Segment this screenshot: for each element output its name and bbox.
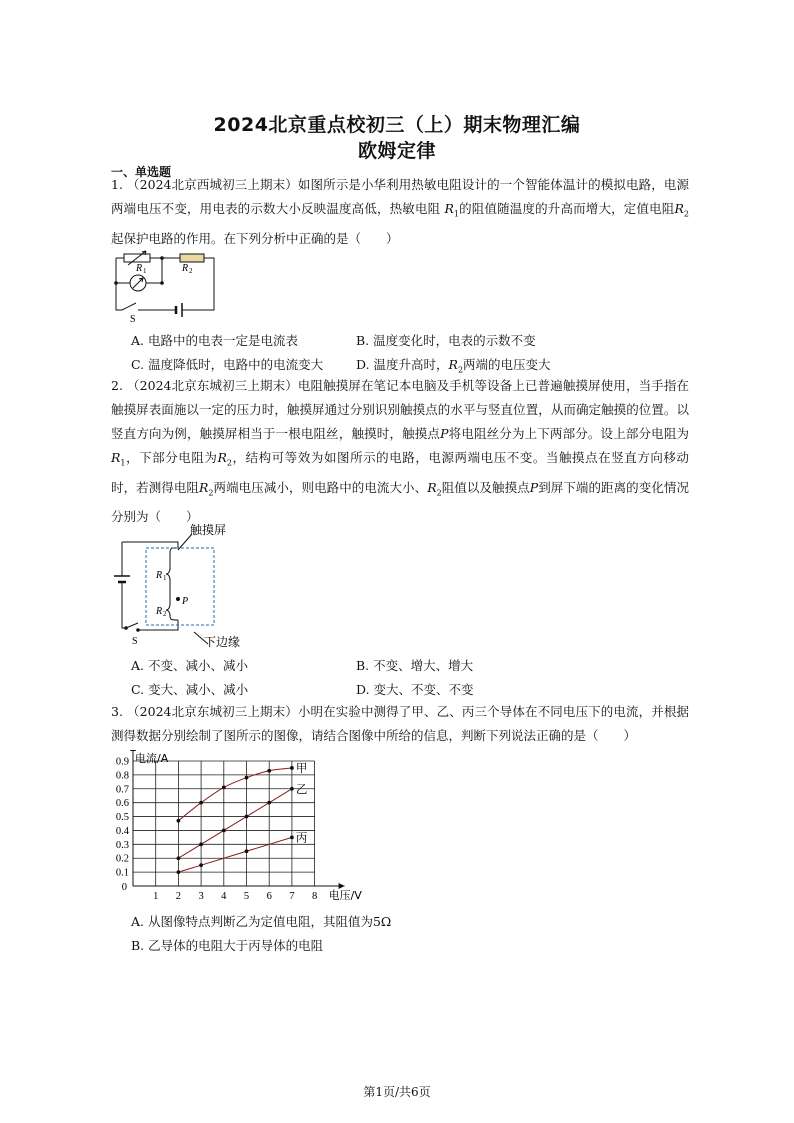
page-title: 2024北京重点校初三（上）期末物理汇编: [213, 114, 581, 136]
variable: R: [427, 479, 437, 495]
switch-label: S: [130, 314, 136, 325]
question-number: 1.: [111, 177, 123, 192]
option-b: B. 乙导体的电阻大于丙导体的电阻: [131, 938, 324, 953]
chart-series: [177, 766, 294, 874]
question-2: [111, 374, 689, 529]
option-d: [356, 355, 551, 375]
option-text: 两端的电压变大: [463, 357, 551, 372]
option-text: D. 温度升高时，: [356, 357, 449, 372]
question-source: （2024北京东城初三上期末）: [127, 378, 298, 393]
x-tick-label: 1: [153, 891, 159, 902]
question-text: 将电阻丝分为上下两部分。设上部分电阻为: [448, 426, 689, 441]
y-tick-label: 0.1: [115, 867, 129, 879]
option-c: C. 温度降低时，电路中的电流变大: [131, 357, 324, 372]
data-point: [267, 769, 271, 773]
question-text: 到屏下端的距离的变化情况分别为（ ）: [111, 479, 689, 524]
subscript: 1: [453, 209, 459, 219]
question-text: 的阻值随温度的升高而增大，定值电阻: [458, 201, 675, 216]
origin-label: 0: [121, 882, 127, 893]
question-text: 起保护电路的作用。在下列分析中正确的是（ ）: [111, 230, 399, 246]
x-axis-label: 电压/V: [328, 889, 362, 902]
y-tick-label: 0.9: [115, 756, 129, 768]
data-point: [290, 835, 294, 839]
question-text: ，结构可等效为如图所示的电路，电源两端电压不变。当触摸点在竖直方向移动时，若测得电阻: [111, 450, 689, 495]
circuit-diagram-1: [110, 250, 220, 326]
series-line: [178, 837, 292, 872]
variable: P: [529, 479, 539, 495]
option-a: A. 电路中的电表一定是电流表: [131, 333, 298, 348]
option-d: D. 变大、不变、不变: [356, 682, 474, 697]
option-c: C. 变大、减小、减小: [131, 682, 249, 697]
y-axis-label: 电流/A: [135, 752, 169, 765]
page-footer: 第1页/共6页: [363, 1085, 431, 1099]
variable: R: [448, 357, 458, 372]
screen-label: 触摸屏: [190, 523, 227, 537]
question-text: 电阻触摸屏在笔记本电脑及手机等设备上已普遍触摸屏使用，当手指在触摸屏表面施以一定的压力时，触摸屏通过分别识别触摸点的水平与竖直位置，从而确定触摸的位置。以竖直方向为例，触摸屏相当于一根电阻丝，触摸时，触摸点: [111, 378, 689, 441]
data-point: [222, 829, 226, 833]
subscript: 2: [457, 365, 464, 375]
y-axis-arrow: [130, 750, 136, 751]
r2-label: R: [182, 263, 189, 274]
y-tick-label: 0.4: [115, 825, 129, 837]
question-text: 阻值以及触摸点: [441, 479, 530, 495]
question-text: 小明在实验中测得了甲、乙、丙三个导体在不同电压下的电流，并根据测得数据分别绘制了图所示的图像，请结合图像中所给的信息，判断下列说法正确的是（ ）: [111, 704, 689, 743]
chart-labels: [116, 751, 362, 902]
question-text: 两端电压减小，则电路中的电流大小、: [213, 479, 428, 495]
subscript: 2: [436, 488, 442, 497]
data-point: [245, 849, 249, 853]
question-text: 如图所示是小华利用热敏电阻设计的一个智能体温计的模拟电路，电源两端电压不变，用电表的示数大小反映温度高低，热敏电阻: [111, 177, 689, 216]
subscript: 2: [683, 209, 689, 219]
chart-grid: [133, 761, 315, 886]
y-tick-label: 0.5: [115, 812, 129, 824]
x-tick-label: 8: [311, 891, 318, 902]
section-heading: 一、单选题: [111, 165, 172, 179]
x-tick-label: 4: [221, 891, 227, 902]
data-point: [177, 870, 181, 874]
y-tick-label: 0.6: [115, 798, 129, 810]
page-subtitle: 欧姆定律: [357, 140, 436, 162]
x-tick-label: 2: [175, 891, 182, 902]
series-line: [178, 768, 292, 821]
r2-sub: 2: [189, 267, 193, 275]
question-3: [111, 700, 689, 748]
series-label: 丙: [295, 830, 308, 845]
question-number: 2.: [111, 378, 123, 393]
r1-sub: 1: [143, 267, 147, 275]
variable: R: [111, 450, 121, 465]
x-tick-label: 6: [266, 891, 272, 902]
x-tick-label: 5: [243, 891, 250, 902]
series-label: 甲: [295, 760, 308, 775]
data-point: [199, 842, 203, 846]
subscript: 2: [208, 488, 214, 497]
data-point: [222, 785, 226, 789]
circuit-diagram-2: [108, 520, 278, 650]
y-tick-label: 0.7: [115, 784, 129, 796]
option-a: A. 从图像特点判断乙为定值电阻，其阻值为5Ω: [131, 914, 392, 929]
variable: R: [444, 201, 454, 216]
variable: R: [674, 201, 684, 216]
switch-label: S: [132, 636, 138, 647]
option-b: B. 温度变化时，电表的示数不变: [356, 333, 536, 348]
option-b: B. 不变、增大、增大: [356, 658, 474, 673]
data-point: [245, 776, 249, 780]
x-tick-label: 3: [198, 891, 204, 902]
data-point: [267, 801, 271, 805]
y-tick-label: 0.3: [115, 839, 129, 851]
series-line: [178, 789, 292, 858]
variable: R: [217, 450, 227, 465]
p-label: P: [182, 596, 189, 607]
subscript: 1: [120, 458, 126, 468]
y-tick-label: 0.8: [115, 770, 129, 782]
question-source: （2024北京东城初三上期末）: [127, 704, 298, 719]
question-number: 3.: [111, 704, 123, 719]
data-point: [199, 863, 203, 867]
data-point: [290, 787, 294, 791]
question-text: ，下部分电阻为: [125, 450, 218, 465]
chart-axes: [130, 750, 345, 889]
data-point: [290, 766, 294, 770]
question-1: [111, 173, 689, 251]
iv-chart: [100, 750, 375, 905]
data-point: [177, 819, 181, 823]
variable: R: [198, 479, 209, 495]
question-source: （2024北京西城初三上期末）: [127, 177, 298, 192]
x-tick-label: 7: [289, 891, 295, 902]
series-label: 乙: [295, 781, 308, 796]
r1-sub: 1: [163, 574, 167, 582]
edge-label: 下边缘: [204, 635, 241, 649]
r2-sub: 2: [163, 610, 167, 618]
data-point: [245, 815, 249, 819]
r2-label: R: [156, 606, 163, 617]
option-a: A. 不变、减小、减小: [131, 658, 248, 673]
subscript: 2: [226, 458, 232, 468]
y-tick-label: 0.2: [115, 853, 129, 865]
r1-label: R: [156, 570, 163, 581]
data-point: [177, 856, 181, 860]
variable: P: [440, 426, 449, 441]
r1-label: R: [136, 263, 143, 274]
data-point: [199, 801, 203, 805]
